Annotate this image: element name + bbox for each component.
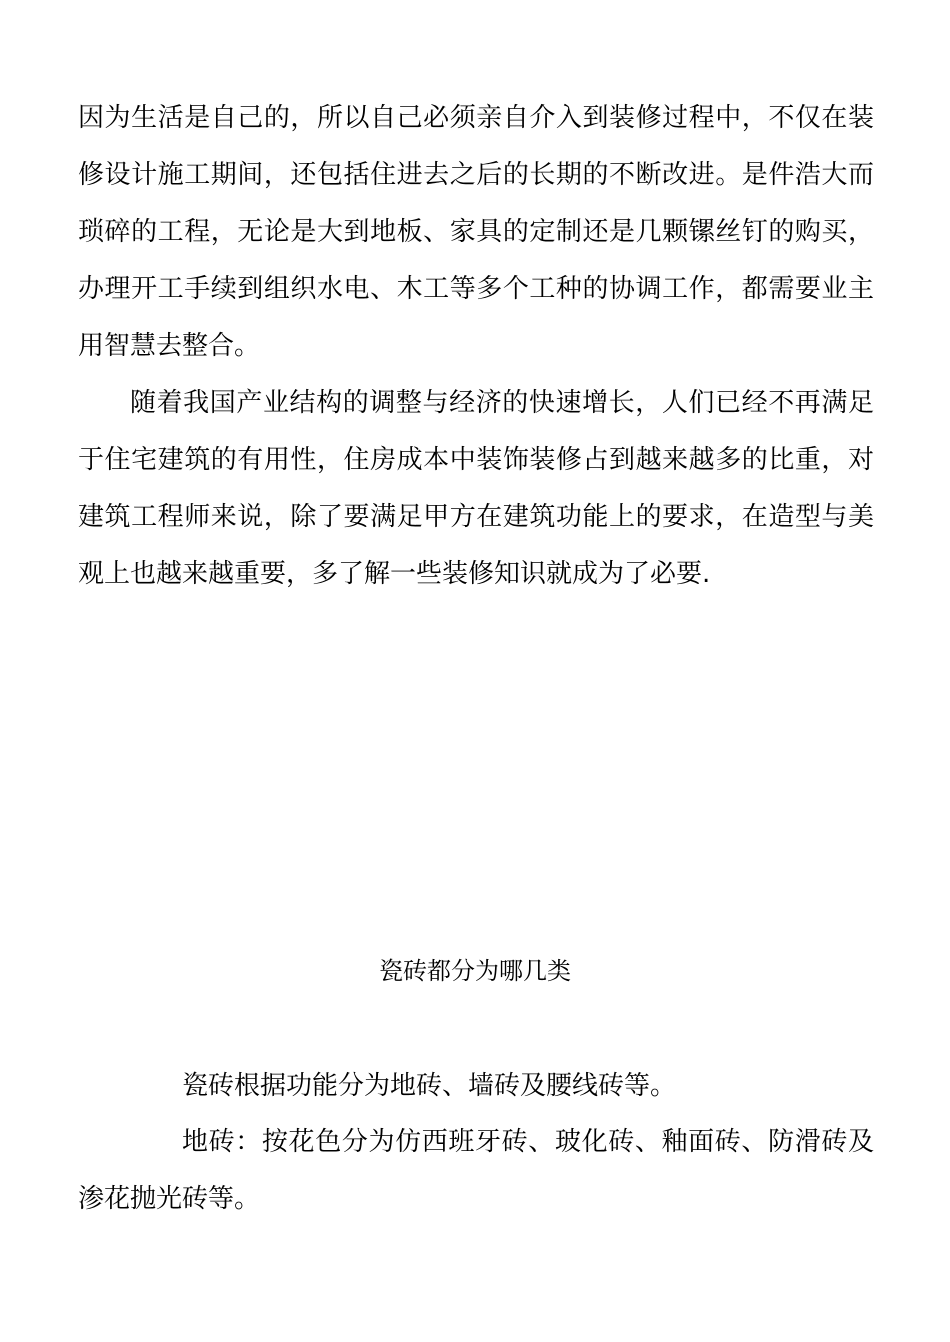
section-heading: 瓷砖都分为哪几类 bbox=[379, 957, 571, 985]
body-paragraph: 因为生活是自己的，所以自己必须亲自介入到装修过程中，不仅在装修设计施工期间，还包括住进去之后的长期的不断改进。是件浩大而琐碎的工程，无论是大到地板、家具的定制还是几颗镙丝钉的购买，办理开工手续到组织水电、木工等多个工种的协调工作，都需要业主用智慧去整合。 bbox=[78, 103, 874, 361]
body-paragraph: 地砖：按花色分为仿西班牙砖、玻化砖、釉面砖、防滑砖及渗花抛光砖等。 bbox=[78, 1127, 874, 1214]
body-paragraph: 随着我国产业结构的调整与经济的快速增长，人们已经不再满足于住宅建筑的有用性，住房成本中装饰装修占到越来越多的比重，对建筑工程师来说，除了要满足甲方在建筑功能上的要求，在造型与美观上也越来越重要，多了解一些装修知识就成为了必要. bbox=[78, 388, 874, 589]
body-paragraph: 瓷砖根据功能分为地砖、墙砖及腰线砖等。 bbox=[182, 1071, 677, 1101]
